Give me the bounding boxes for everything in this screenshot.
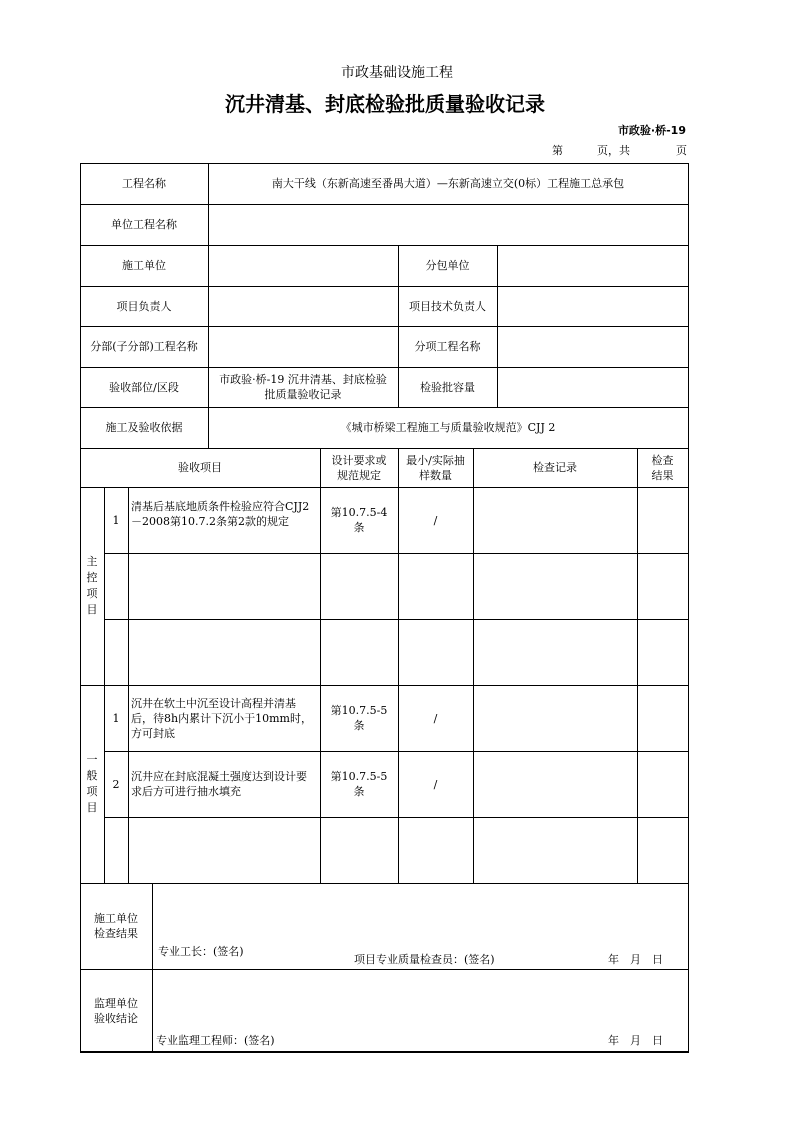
general-row-2-record[interactable] <box>473 751 637 817</box>
unit-project-value[interactable] <box>208 204 688 245</box>
main-row-3-no <box>104 619 128 685</box>
header-result: 检查结果 <box>651 453 674 482</box>
general-row-3-no <box>104 817 128 883</box>
subcontract-unit-value[interactable] <box>497 245 688 286</box>
general-row-1-sampling[interactable]: / <box>433 711 438 725</box>
general-row-1-spec: 第10.7.5-5条 <box>330 704 388 732</box>
general-label: 一般项目 <box>86 753 98 814</box>
general-row-2-content: 沉井应在封底混凝土强度达到设计要求后方可进行抽水填充 <box>131 770 307 798</box>
supervision-engineer-signature[interactable]: 专业监理工程师：(签名) <box>156 1034 275 1047</box>
subdivision-label: 分部(子分部)工程名称 <box>90 340 198 353</box>
main-control-label: 主控项目 <box>86 555 98 616</box>
document-category: 市政基础设施工程 <box>341 65 453 81</box>
main-row-1-result[interactable] <box>637 487 688 553</box>
page-label-2: 页，共 <box>597 144 630 157</box>
batch-capacity-label: 检验批容量 <box>420 380 475 394</box>
main-row-3-content <box>128 619 320 685</box>
general-group <box>80 685 104 883</box>
inspection-part-label: 验收部位/区段 <box>109 380 179 394</box>
main-row-3-spec <box>320 619 398 685</box>
main-row-3-sampling[interactable] <box>398 619 473 685</box>
general-row-2-no: 2 <box>112 777 120 791</box>
general-row-2-result[interactable] <box>637 751 688 817</box>
main-row-1-content: 清基后基底地质条件检验应符合CJJ2－2008第10.7.2条第2款的规定 <box>131 500 310 528</box>
subcontract-unit-label: 分包单位 <box>425 259 470 272</box>
construction-unit-value[interactable] <box>208 245 398 286</box>
general-row-3-spec <box>320 817 398 883</box>
basis-value[interactable]: 《城市桥梁工程施工与质量验收规范》CJJ 2 <box>340 421 556 434</box>
foreman-signature[interactable]: 专业工长：(签名) <box>158 945 244 958</box>
general-row-1-no: 1 <box>112 711 120 725</box>
document-title: 沉井清基、封底检验批质量验收记录 <box>225 92 545 116</box>
construction-unit-label: 施工单位 <box>122 259 166 272</box>
form-code: 市政验·桥-19 <box>617 124 686 137</box>
main-control-group <box>80 487 104 685</box>
page-label-1: 第 <box>552 144 563 157</box>
tech-manager-label: 项目技术负责人 <box>409 299 486 313</box>
general-row-2-spec: 第10.7.5-5条 <box>330 770 388 798</box>
main-row-1-no: 1 <box>112 513 120 527</box>
main-row-1-sampling[interactable]: / <box>433 513 438 527</box>
construction-check-label: 施工单位检查结果 <box>94 912 138 940</box>
sub-item-value[interactable] <box>497 326 688 367</box>
main-row-2-no <box>104 553 128 619</box>
tech-manager-value[interactable] <box>497 286 688 326</box>
general-row-1-result[interactable] <box>637 685 688 751</box>
page-label-3: 页 <box>676 144 687 157</box>
general-row-2-sampling[interactable]: / <box>433 777 438 791</box>
supervision-date[interactable]: 年 月 日 <box>608 1034 663 1047</box>
project-manager-label: 项目负责人 <box>116 299 172 313</box>
subdivision-value[interactable] <box>208 326 398 367</box>
project-manager-value[interactable] <box>208 286 398 326</box>
header-record: 检查记录 <box>533 461 577 474</box>
general-row-1-record[interactable] <box>473 685 637 751</box>
general-row-1-content: 沉井在软土中沉至设计高程并清基后，待8h内累计下沉小于10mm时，方可封底 <box>131 696 312 740</box>
supervision-label: 监理单位验收结论 <box>94 996 138 1025</box>
construction-check-date[interactable]: 年 月 日 <box>608 953 663 966</box>
main-row-2-sampling[interactable] <box>398 553 473 619</box>
general-row-3-sampling[interactable] <box>398 817 473 883</box>
main-row-2-spec <box>320 553 398 619</box>
general-row-3-content <box>128 817 320 883</box>
header-design-requirement: 设计要求或规范规定 <box>331 453 387 482</box>
batch-capacity-value[interactable] <box>497 367 688 407</box>
main-row-1-spec: 第10.7.5-4条 <box>330 506 388 534</box>
header-item: 验收项目 <box>178 461 222 474</box>
main-row-2-content <box>128 553 320 619</box>
project-name-value[interactable]: 南大干线（东新高速至番禺大道）—东新高速立交(0标）工程施工总承包 <box>271 177 625 190</box>
basis-label: 施工及验收依据 <box>105 421 183 434</box>
inspection-part-value[interactable]: 市政验·桥-19 沉井清基、封底检验批质量验收记录 <box>219 373 387 401</box>
project-name-label: 工程名称 <box>122 177 166 190</box>
quality-inspector-signature[interactable]: 项目专业质量检查员：(签名) <box>354 953 495 966</box>
sub-item-label: 分项工程名称 <box>414 340 481 353</box>
header-sampling: 最小/实际抽样数量 <box>406 453 465 482</box>
unit-project-label: 单位工程名称 <box>111 218 177 231</box>
main-row-1-record[interactable] <box>473 487 637 553</box>
